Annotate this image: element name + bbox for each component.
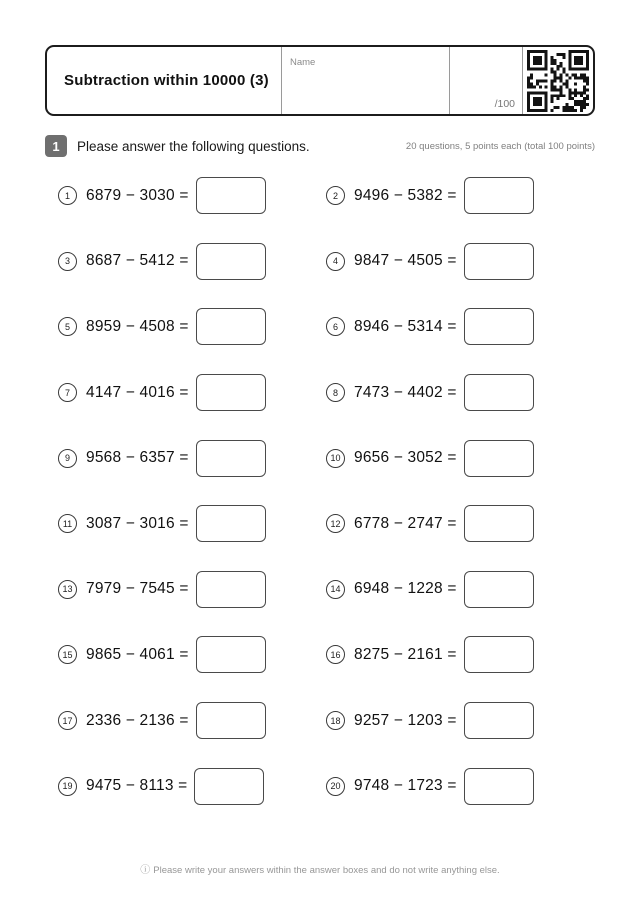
answer-box[interactable] [196,374,266,411]
question-expression: 9865 − 4061 = [86,645,189,663]
page-title: Subtraction within 10000 (3) [64,72,269,89]
question-expression: 3087 − 3016 = [86,514,189,532]
question-number: 19 [58,777,77,796]
score-label: /100 [494,98,515,110]
question-number: 10 [326,449,345,468]
question-expression: 9568 − 6357 = [86,449,189,467]
question-number: 18 [326,711,345,730]
answer-box[interactable] [196,308,266,345]
question-expression: 9847 − 4505 = [354,252,457,270]
answer-box[interactable] [464,571,534,608]
question-row [326,505,594,542]
footer-note [0,861,640,876]
footer-note-text: Please write your answers within the answer boxes and do not write anything else. [153,865,500,876]
section-number-badge: 1 [45,135,67,157]
question-number: 13 [58,580,77,599]
question-number: 5 [58,317,77,336]
answer-box[interactable] [464,177,534,214]
answer-box[interactable] [464,440,534,477]
section-instruction: Please answer the following questions. [77,138,310,154]
qr-cell [522,47,593,114]
question-row [326,243,594,280]
question-number: 11 [58,514,77,533]
qr-code-icon [527,50,589,112]
answer-box[interactable] [196,243,266,280]
question-expression: 9475 − 8113 = [86,777,188,795]
answer-box[interactable] [196,571,266,608]
question-row [58,440,326,477]
question-expression: 4147 − 4016 = [86,383,189,401]
answer-box[interactable] [194,768,264,805]
question-row [58,243,326,280]
answer-box[interactable] [464,505,534,542]
question-row [326,702,594,739]
answer-box[interactable] [196,702,266,739]
question-expression: 8959 − 4508 = [86,317,189,335]
question-row [58,177,326,214]
question-number: 8 [326,383,345,402]
question-expression: 9748 − 1723 = [354,777,457,795]
question-row [326,440,594,477]
questions-grid [58,163,594,819]
question-row [58,768,326,805]
question-row [58,308,326,345]
answer-box[interactable] [464,768,534,805]
question-number: 16 [326,645,345,664]
question-expression: 2336 − 2136 = [86,711,189,729]
question-row [58,374,326,411]
title-cell [47,47,281,114]
answer-box[interactable] [464,636,534,673]
question-number: 6 [326,317,345,336]
answer-box[interactable] [464,374,534,411]
question-expression: 6778 − 2747 = [354,514,457,532]
question-number: 4 [326,252,345,271]
question-row [326,768,594,805]
score-cell[interactable] [449,47,522,114]
question-row [58,636,326,673]
question-expression: 7473 − 4402 = [354,383,457,401]
answer-box[interactable] [196,177,266,214]
question-number: 17 [58,711,77,730]
name-field-label: Name [290,57,316,68]
answer-box[interactable] [196,636,266,673]
question-row [326,571,594,608]
worksheet-header [45,45,595,116]
question-expression: 7979 − 7545 = [86,580,189,598]
question-row [326,636,594,673]
question-expression: 9257 − 1203 = [354,711,457,729]
question-expression: 9496 − 5382 = [354,186,457,204]
question-row [58,571,326,608]
answer-box[interactable] [196,440,266,477]
question-expression: 9656 − 3052 = [354,449,457,467]
question-number: 15 [58,645,77,664]
question-expression: 6879 − 3030 = [86,186,189,204]
info-icon: ⓘ [140,865,151,876]
answer-box[interactable] [464,243,534,280]
question-number: 12 [326,514,345,533]
question-number: 3 [58,252,77,271]
question-number: 9 [58,449,77,468]
question-number: 7 [58,383,77,402]
question-row [58,505,326,542]
question-row [326,177,594,214]
question-number: 2 [326,186,345,205]
question-expression: 8687 − 5412 = [86,252,189,270]
question-number: 20 [326,777,345,796]
points-note: 20 questions, 5 points each (total 100 points) [405,140,595,152]
name-field[interactable] [281,47,449,114]
question-expression: 6948 − 1228 = [354,580,457,598]
answer-box[interactable] [464,308,534,345]
question-row [326,374,594,411]
question-expression: 8275 − 2161 = [354,645,457,663]
answer-box[interactable] [464,702,534,739]
question-expression: 8946 − 5314 = [354,317,457,335]
question-row [326,308,594,345]
section-header [45,135,595,157]
question-number: 14 [326,580,345,599]
answer-box[interactable] [196,505,266,542]
question-row [58,702,326,739]
question-number: 1 [58,186,77,205]
